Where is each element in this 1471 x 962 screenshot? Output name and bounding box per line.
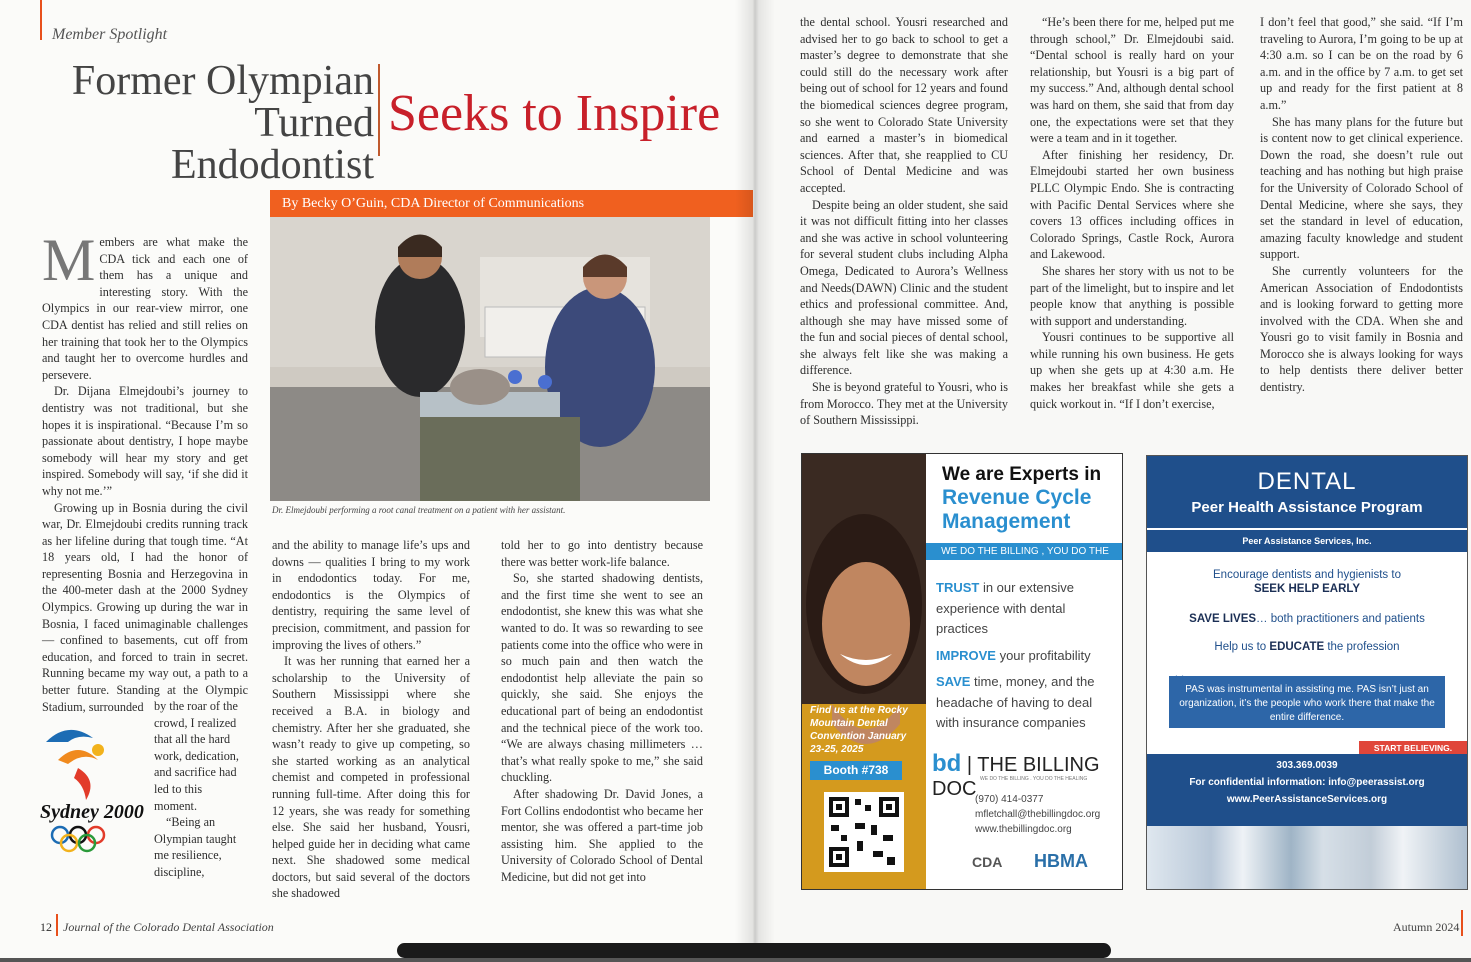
headline-line-2: Turned Endodontist xyxy=(170,100,374,188)
hbma-logo: HBMA xyxy=(1034,851,1088,871)
article-column-2 xyxy=(272,537,470,902)
footer-rule xyxy=(1461,910,1463,936)
column-paragraph: She shares her story with us not to be part of the limelight, but to inspire and let people know that anything is possible with support and understanding. xyxy=(1030,263,1234,328)
article-photo xyxy=(270,217,710,501)
page-number: 12 xyxy=(40,920,52,934)
horizontal-scrollbar[interactable] xyxy=(397,943,1111,958)
column-paragraph: told her to go into dentistry because there was better work-life balance. xyxy=(501,538,703,569)
kicker-rule xyxy=(40,0,42,40)
column-paragraph: Despite being an older student, she said it was not difficult fitting into her classes and she was active in school volunteering for several student clubs including Alpha Omega, Dedicated to Aurora’s Wellness and Needs(DAWN) Clinic and the student ethics and professional committee. And, although she may have missed some of the fun and social pieces of dental school, she always felt like she was making a difference. xyxy=(800,197,1008,378)
ad-slogan-badge: START BELIEVING. xyxy=(1359,741,1467,755)
drop-cap: M xyxy=(42,227,96,293)
headline-red: Seeks to Inspire xyxy=(388,85,721,142)
column-paragraph: It was her running that earned her a scholarship to the University of Southern Mississippi where she received a B.A. in biology and chemistry. After her she graduated, she wasn’t ready to give up competing, so she started working as an analytical chemist and competed in professional running full-time. After doing this for 12 years, she was ready for something else. She said her husband, Yousri, helped guide her in deciding what came next. She shadowed some medical doctors, but said several of the doctors she shadowed xyxy=(272,654,470,901)
sydney-2000-logo xyxy=(38,720,160,870)
column-paragraph: Growing up in Bosnia during the civil war, Dr. Elmejdoubi credits running track as her lifeline during that tough time. “At 18 years old, I had the honor of representing Bosnia and Herzegovina in the 400-meter dash at the 2000 Sydney Olympics. Growing up during the war in Bosnia, I faced unimaginable challenges — confined to basements, cut off from education, and forced to train in secret. Running became my way out, a path to a better future. Standing at the Olympic Stadium, surrounded xyxy=(42,500,248,714)
phone-number: 303.369.0039 xyxy=(1276,760,1338,771)
column-paragraph: She currently volunteers for the American Association of Endodontists and is looking forward to getting more involved with the CDA. When she and Yousri go to visit family in Bosnia and Morocco she is always looking for ways to help dentists there deliver better dentistry. xyxy=(1260,263,1463,395)
column-paragraph: Dr. Dijana Elmejdoubi’s journey to dentistry was not traditional, but she hopes it is inspirational. “Because I’m so passionate about dentistry, I hope maybe somebody will hear my story and get inspired. Somebody will say, ‘if she did it why not me.’” xyxy=(42,384,248,498)
ad-headline-accent: Revenue Cycle Management xyxy=(942,486,1092,533)
list-item: IMPROVE your profitability xyxy=(936,647,1091,663)
article-column-4 xyxy=(800,14,1008,429)
ad-contact xyxy=(1147,754,1467,826)
byline: By Becky O’Guin, CDA Director of Communications xyxy=(270,190,753,217)
photo-caption: Dr. Elmejdoubi performing a root canal treatment on a patient with her assistant. xyxy=(272,505,566,515)
column-paragraph: I don’t feel that good,” she said. “If I’m traveling to Aurora, I’m going to be up at 4:30 a.m. so I can be on the road by 6 a.m. and in the office by 7 a.m. to get set up and ready for the first patient at 8 a.m.” xyxy=(1260,15,1463,112)
footer-rule xyxy=(56,914,58,936)
billing-doc-ad[interactable] xyxy=(801,453,1123,890)
ad-org-name: Peer Assistance Services, Inc. xyxy=(1147,530,1467,552)
ad-find-us: Find us at the Rocky Mountain Dental Convention January 23-25, 2025 xyxy=(810,705,908,755)
ad-booth-badge: Booth #738 xyxy=(810,761,902,780)
email-link[interactable]: For confidential information: info@peerassist.org xyxy=(1189,777,1425,788)
article-column-1 xyxy=(42,227,248,715)
ad-message: SAVE LIVES… both practitioners and patients xyxy=(1189,613,1425,625)
column-paragraph: “He’s been there for me, helped put me through school,” Dr. Elmejdoubi said. “Dental school is really hard on your relationship, but Yousri is a big part of my success.” And, although dental school was hard on them, she said that from day one, the expectations were set that they were a team and in it together. xyxy=(1030,15,1234,146)
list-item: TRUST in our extensive experience with dental practices xyxy=(936,580,1075,636)
ad-message: Help us to EDUCATE the profession xyxy=(1214,641,1400,653)
column-paragraph: So, she started shadowing dentists, and the first time she went to see an endodontist, she knew this was what she wanted to do. It was so rewarding to see patients come into the office who were in so much pain and then watch the endodontist help alleviate the pain so quickly, she said. She enjoys the educational part of being an endodontist and the technical piece of the work too. “We are always chasing millimeters … that’s what really spoke to me,” she said chuckling. xyxy=(501,571,703,785)
column-paragraph: After finishing her residency, Dr. Elmejdoubi started her own business PLLC Olympic Endo. She is contracting with Pacific Dental Services where she covers 13 offices including offices in Colorado Springs, Castle Rock, Aurora and Lakewood. xyxy=(1030,147,1234,262)
ad-subtitle: Peer Health Assistance Program xyxy=(1191,499,1423,516)
qr-code-icon[interactable] xyxy=(824,792,904,872)
headline-divider xyxy=(378,64,380,156)
article-column-6 xyxy=(1260,14,1463,396)
phone-number: (970) 414-0377 xyxy=(975,794,1044,805)
right-page xyxy=(753,0,1471,962)
cda-logo: CDA xyxy=(972,854,1003,870)
viewer-bottom-edge xyxy=(0,958,1471,962)
ad-headline: We are Experts in xyxy=(942,464,1102,485)
ad-message: Encourage dentists and hygienists to SEEK HELP EARLY xyxy=(1213,569,1401,595)
column-paragraph: the dental school. Yousri researched and advised her to go back to school to get a master’s degree to demonstrate that she could still do the necessary work after being out of school for 12 years and found the biomedical sciences degree program, so she went to Colorado State University and earned a master’s in biomedical sciences. After that, she reapplied to CU School of Dental Medicine and was accepted. xyxy=(800,15,1008,195)
article-column-5 xyxy=(1030,14,1234,412)
article-column-3 xyxy=(501,537,703,885)
column-paragraph: Yousri continues to be supportive all while running his own business. He gets up when she gets up at 4:30 a.m. He makes her breakfast while she gets a quick workout in. “If I don’t exercise, xyxy=(1030,330,1234,411)
logo-wordmark: Sydney 2000 xyxy=(40,801,144,823)
column-paragraph: She has many plans for the future but is content now to get clinical experience. Down the road, she doesn’t rule out teaching and has nothing but high praise for the University of Colorado School of Dental Medicine, where she says, they set the standard in level of education, amazing faculty knowledge and student support. xyxy=(1260,114,1463,262)
logo-tagline: WE DO THE BILLING . YOU DO THE HEALING xyxy=(980,776,1088,782)
column-paragraph: by the roar of the crowd, I realized that all the hard work, dedication, and sacrifice had led to this moment. xyxy=(154,699,239,813)
article-column-1-tail xyxy=(154,698,248,881)
column-paragraph: “Being an Olympian taught me resilience, discipline, xyxy=(154,815,237,879)
ad-tagline-band: WE DO THE BILLING , YOU DO THE HEALING xyxy=(926,543,1123,560)
ad-benefits-list xyxy=(936,578,1116,740)
column-paragraph: She is beyond grateful to Yousri, who is from Morocco. They met at the University of Southern Mississippi. xyxy=(800,380,1008,428)
journal-name: Journal of the Colorado Dental Association xyxy=(63,920,274,934)
column-paragraph: and the ability to manage life’s ups and downs — qualities I bring to my work in endodontics today. For me, endodontics is the Olympics of dentistry, requiring the same level of precision, commitment, and passion for improving the lives of others.” xyxy=(272,538,470,652)
peer-assistance-ad[interactable] xyxy=(1146,455,1468,890)
ad-photo-strip xyxy=(1147,826,1467,889)
billing-doc-logo: bd | THE BILLING DOC xyxy=(932,750,1100,800)
section-kicker: Member Spotlight xyxy=(52,26,168,43)
website-link[interactable]: www.PeerAssistanceServices.org xyxy=(1226,794,1388,805)
ad-title: DENTAL xyxy=(1257,468,1357,495)
column-paragraph: After shadowing Dr. David Jones, a Fort Collins endodontist who became her mentor, she was offered a part-time job assisting him. She applied to the University of Colorado School of Dental Medicine, but did not get into xyxy=(501,786,703,884)
website-link[interactable]: www.thebillingdoc.org xyxy=(975,824,1072,835)
ad-header xyxy=(1147,456,1467,528)
column-paragraph: embers are what make the CDA tick and each one of them has a unique and interesting story. With the Olympics in our rear-view mirror, one CDA dentist has relied and still relies on her training that took her to the Olympics and taught her to overcome hurdles and persevere. xyxy=(42,235,248,382)
headline-left xyxy=(62,60,374,186)
headline-line-1: Former Olympian xyxy=(71,58,374,104)
issue-season: Autumn 2024 xyxy=(1393,920,1460,934)
list-item: SAVE time, money, and the headache of having to deal with insurance companies xyxy=(936,674,1095,730)
ad-contact xyxy=(975,792,1100,837)
email-link[interactable]: mfletchall@thebillingdoc.org xyxy=(975,809,1101,820)
ad-testimonial: PAS was instrumental in assisting me. PAS isn’t just an organization, it’s the people who work there that make the entire difference. xyxy=(1169,676,1445,728)
